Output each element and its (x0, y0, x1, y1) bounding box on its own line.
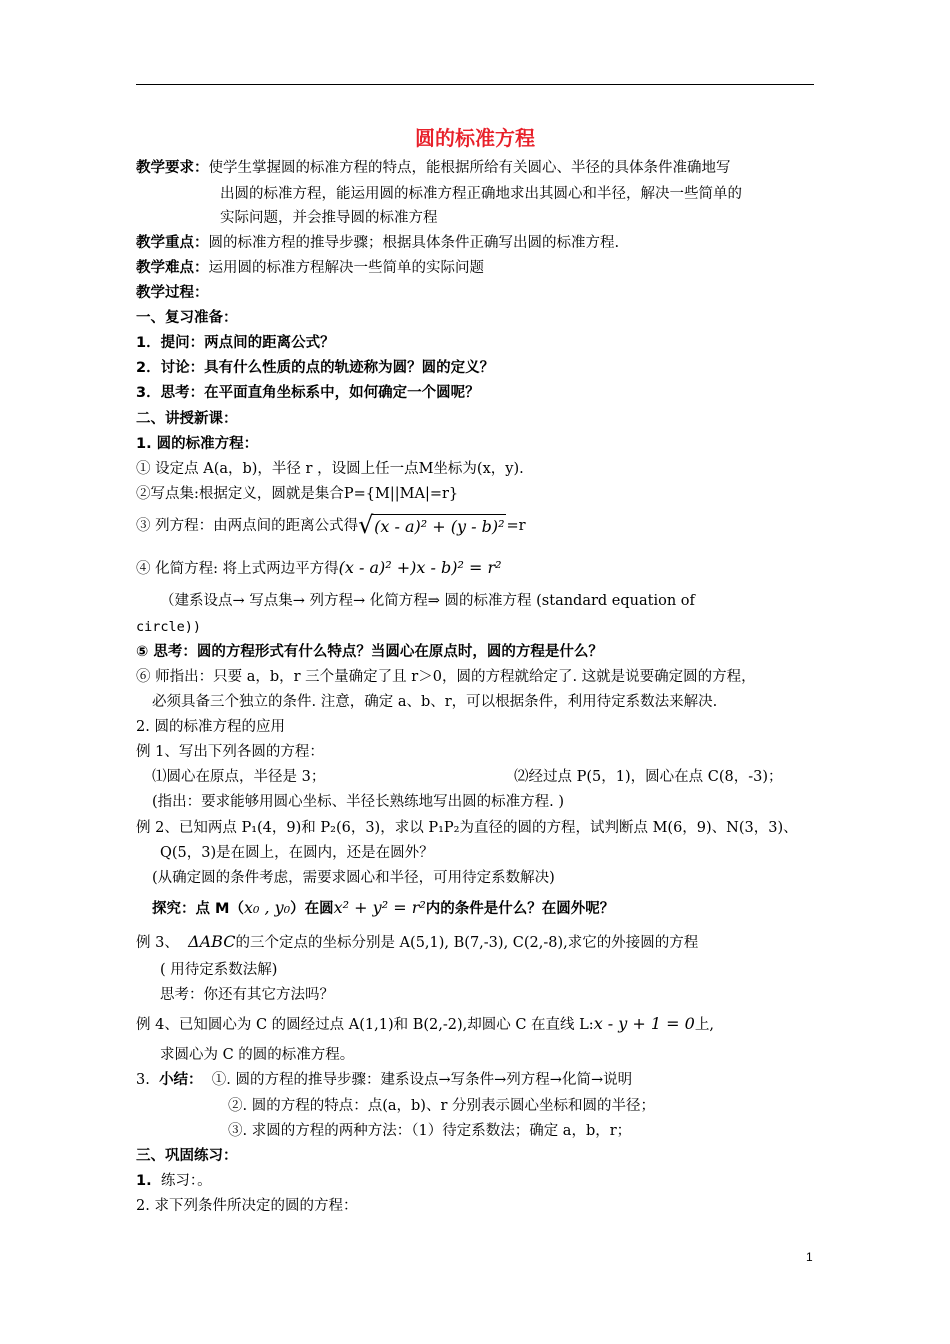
line-equation: x - y + 1 = 0 (593, 1014, 695, 1033)
practice-2: 2. 求下列条件所决定的圆的方程： (136, 1198, 358, 1214)
review-question-2: 2．讨论：具有什么性质的点的轨迹称为圆？圆的定义？ (136, 360, 495, 376)
page-title: 圆的标准方程 (415, 126, 535, 150)
requirements-text-3: 实际问题，并会推导圆的标准方程 (220, 210, 438, 226)
key-points-text: 圆的标准方程的推导步骤；根据具体条件正确写出圆的标准方程. (208, 235, 620, 251)
practice-1 (136, 1171, 212, 1191)
summary-item-2: ②. 圆的方程的特点：点(a，b)、r 分别表示圆心坐标和圆的半径； (228, 1098, 655, 1114)
page-number: 1 (806, 1250, 813, 1264)
derivation-chain-text: （建系设点→ 写点集→ 列方程→ 化简方程⇒ 圆的标准方程 (standard equation of (160, 593, 695, 609)
step-6-line-2: 必须具备三个独立的条件. 注意，确定 a、b、r，可以根据条件，利用待定系数法来解决. (152, 694, 718, 710)
step-3-result: =r (506, 518, 526, 534)
requirements-text-1: 使学生掌握圆的标准方程的特点，能根据所给有关圆心、半径的具体条件准确地写 (208, 160, 731, 176)
example-3-line-2: ( 用待定系数法解) (160, 962, 278, 978)
example-2-line-2: Q(5，3)是在圆上，在圆内，还是在圆外？ (160, 845, 434, 861)
step-5-think: ⑤ 思考：圆的方程形式有什么特点？当圆心在原点时，圆的方程是什么？ (136, 644, 603, 660)
example-1-part-b: ⑵经过点 P(5，1)，圆心在点 C(8，-3)； (514, 769, 783, 785)
example-1: 例 1、写出下列各圆的方程： (136, 744, 324, 760)
explore-text-middle: ）在圆 (290, 901, 334, 917)
example-3-text: 的三个定点的坐标分别是 A(5,1), B(7,-3), C(2,-8),求它的外接圆的方程 (235, 935, 699, 951)
step-3 (136, 511, 526, 539)
example-4-line-2: 求圆心为 C 的圆的标准方程。 (160, 1047, 355, 1063)
example-4-line-1 (136, 1014, 714, 1035)
practice-1-number: 1. (136, 1173, 152, 1189)
difficulty-label: 教学难点： (136, 260, 209, 276)
requirements-line-1 (136, 158, 731, 178)
distance-formula (358, 511, 506, 539)
derivation-chain-line-2: circle)) (136, 619, 202, 635)
explore-text-start: 探究：点 M（ (152, 901, 244, 917)
subsection-application: 2. 圆的标准方程的应用 (136, 719, 285, 735)
explore-question (152, 898, 614, 919)
summary-item-1: ①. 圆的方程的推导步骤：建系设点→写条件→列方程→化简→说明 (211, 1072, 633, 1088)
point-coordinates: x₀ , y₀ (243, 898, 291, 917)
example-3-think: 思考：你还有其它方法吗？ (160, 987, 334, 1003)
requirements-label: 教学要求： (136, 160, 209, 176)
practice-1-text: 练习：。 (160, 1173, 212, 1189)
key-points-line (136, 233, 619, 253)
distance-formula-expression: (x - a)² + (y - b)² (372, 514, 506, 537)
example-2-line-1: 例 2、已知两点 P₁(4，9)和 P₂(6，3)，求以 P₁P₂为直径的圆的方程，试判断点 M(6，9)、N(3，3)、 (136, 820, 798, 836)
step-4 (136, 558, 502, 579)
summary-item-3: ③. 求圆的方程的两种方法：（1）待定系数法；确定 a，b，r； (228, 1123, 632, 1139)
difficulty-text: 运用圆的标准方程解决一些简单的实际问题 (208, 260, 484, 276)
section-review-heading: 一、复习准备： (136, 310, 238, 326)
section-practice-heading: 三、巩固练习： (136, 1148, 238, 1164)
difficulty-line (136, 258, 484, 278)
key-points-label: 教学重点： (136, 235, 209, 251)
header-rule (136, 84, 814, 85)
review-question-1: 1．提问：两点间的距离公式？ (136, 335, 335, 351)
subsection-standard-equation: 1. 圆的标准方程： (136, 436, 259, 452)
example-4-text-end: 上, (694, 1017, 714, 1033)
process-heading: 教学过程： (136, 285, 209, 301)
step-3-text: ③ 列方程：由两点间的距离公式得 (136, 518, 359, 534)
example-1-part-a: ⑴圆心在原点，半径是 3； (152, 769, 326, 785)
example-4-text: 例 4、已知圆心为 C 的圆经过点 A(1,1)和 B(2,-2),却圆心 C 在直线 L: (136, 1017, 594, 1033)
radical-sign: √ (358, 511, 374, 539)
requirements-text-2: 出圆的标准方程，能运用圆的标准方程正确地求出其圆心和半径，解决一些简单的 (220, 186, 742, 202)
step-2: ②写点集:根据定义，圆就是集合P={M||MA|=r} (136, 486, 459, 502)
step-6-line-1: ⑥ 师指出：只要 a，b，r 三个量确定了且 r＞0，圆的方程就给定了. 这就是说要确定圆的方程， (136, 669, 756, 685)
circle-equation: x² + y² = r² (333, 898, 426, 917)
summary-line-1 (136, 1070, 632, 1090)
triangle-abc: ΔABC (188, 932, 236, 951)
section-new-lesson-heading: 二、讲授新课： (136, 411, 238, 427)
example-3-label: 例 3、 (136, 935, 179, 951)
summary-label: 小结： (159, 1072, 203, 1088)
summary-number: 3. (136, 1072, 150, 1088)
step-1: ① 设定点 A(a，b)，半径 r ，设圆上任一点M坐标为(x，y). (136, 461, 524, 477)
squared-equation: (x - a)² +)x - b)² = r² (338, 558, 502, 577)
review-question-3: 3．思考：在平面直角坐标系中，如何确定一个圆呢？ (136, 385, 480, 401)
derivation-chain-line-1 (160, 591, 695, 611)
example-2-note: (从确定圆的条件考虑，需要求圆心和半径，可用待定系数解决) (152, 870, 555, 886)
example-3-line-1 (136, 932, 698, 953)
example-1-note: (指出：要求能够用圆心坐标、半径长熟练地写出圆的标准方程. ) (152, 794, 565, 810)
explore-text-end: 内的条件是什么？在圆外呢？ (425, 901, 615, 917)
step-4-text: ④ 化简方程: 将上式两边平方得 (136, 561, 339, 577)
